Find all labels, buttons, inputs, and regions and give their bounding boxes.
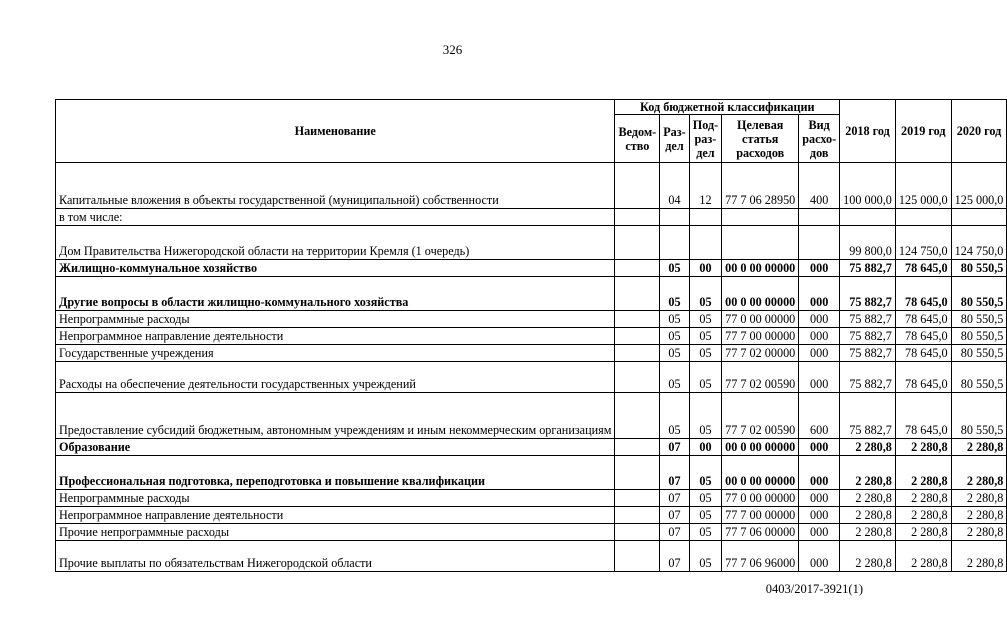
row-expense-type: 000	[799, 507, 840, 524]
row-podrazdel: 00	[689, 260, 721, 277]
row-ved	[615, 456, 660, 490]
row-razdel: 05	[660, 362, 690, 393]
row-expense-type: 400	[799, 163, 840, 209]
row-expense-type: 000	[799, 490, 840, 507]
row-2018: 2 280,8	[840, 456, 896, 490]
row-ved	[615, 163, 660, 209]
row-podrazdel: 05	[689, 277, 721, 311]
row-razdel: 05	[660, 311, 690, 328]
row-2018: 75 882,7	[840, 277, 896, 311]
row-podrazdel: 05	[689, 490, 721, 507]
table-row	[56, 345, 1007, 362]
row-ved	[615, 277, 660, 311]
row-expense-type: 000	[799, 260, 840, 277]
row-target-article: 77 7 06 96000	[722, 541, 799, 572]
row-name: Государственные учреждения	[56, 345, 615, 362]
row-2018: 75 882,7	[840, 328, 896, 345]
row-ved	[615, 524, 660, 541]
row-2020: 124 750,0	[951, 226, 1007, 260]
row-target-article: 77 7 02 00000	[722, 345, 799, 362]
row-2020: 80 550,5	[951, 260, 1007, 277]
table-row	[56, 311, 1007, 328]
row-expense-type: 000	[799, 541, 840, 572]
table-row	[56, 209, 1007, 226]
row-2020: 2 280,8	[951, 439, 1007, 456]
row-ved	[615, 328, 660, 345]
row-target-article: 77 7 00 00000	[722, 507, 799, 524]
table-row	[56, 328, 1007, 345]
table-row	[56, 541, 1007, 572]
row-2019: 125 000,0	[895, 163, 951, 209]
row-2018: 2 280,8	[840, 541, 896, 572]
header-podrazdel: Под-раз-дел	[689, 115, 721, 163]
row-2019: 2 280,8	[895, 456, 951, 490]
row-target-article: 77 7 02 00590	[722, 393, 799, 439]
row-2019: 2 280,8	[895, 541, 951, 572]
header-vedomstvo: Ведом-ство	[615, 115, 660, 163]
row-expense-type: 000	[799, 362, 840, 393]
row-2020: 2 280,8	[951, 524, 1007, 541]
row-2020: 2 280,8	[951, 490, 1007, 507]
row-2020	[951, 209, 1007, 226]
row-name: Прочие выплаты по обязательствам Нижегородской области	[56, 541, 615, 572]
row-expense-type	[799, 209, 840, 226]
row-podrazdel: 05	[689, 362, 721, 393]
table-row	[56, 507, 1007, 524]
row-razdel: 05	[660, 328, 690, 345]
row-2019: 78 645,0	[895, 260, 951, 277]
row-ved	[615, 393, 660, 439]
header-code-group: Код бюджетной классификации	[615, 100, 840, 115]
row-razdel: 07	[660, 524, 690, 541]
row-target-article: 00 0 00 00000	[722, 456, 799, 490]
row-2019: 78 645,0	[895, 362, 951, 393]
row-podrazdel: 05	[689, 328, 721, 345]
row-target-article: 00 0 00 00000	[722, 439, 799, 456]
row-target-article	[722, 209, 799, 226]
row-razdel: 07	[660, 456, 690, 490]
row-target-article: 00 0 00 00000	[722, 260, 799, 277]
row-2020: 80 550,5	[951, 311, 1007, 328]
row-podrazdel	[689, 226, 721, 260]
document-code: 0403/2017-3921(1)	[765, 582, 863, 596]
row-name: Профессиональная подготовка, переподготовка и повышение квалификации	[56, 456, 615, 490]
row-2018: 75 882,7	[840, 393, 896, 439]
row-expense-type: 000	[799, 311, 840, 328]
table-row	[56, 439, 1007, 456]
row-name: в том числе:	[56, 209, 615, 226]
row-razdel: 04	[660, 163, 690, 209]
row-expense-type: 000	[799, 524, 840, 541]
page-number: 326	[442, 42, 463, 57]
row-name: Капитальные вложения в объекты государственной (муниципальной) собственности	[56, 163, 615, 209]
row-ved	[615, 490, 660, 507]
row-name: Предоставление субсидий бюджетным, автономным учреждениям и иным некоммерческим организациям	[56, 393, 615, 439]
row-ved	[615, 345, 660, 362]
row-2020: 80 550,5	[951, 345, 1007, 362]
header-razdel: Раз-дел	[660, 115, 690, 163]
row-2018: 75 882,7	[840, 260, 896, 277]
row-expense-type: 000	[799, 456, 840, 490]
table-row	[56, 226, 1007, 260]
row-2019: 78 645,0	[895, 277, 951, 311]
row-2020: 80 550,5	[951, 393, 1007, 439]
row-2019: 78 645,0	[895, 311, 951, 328]
row-expense-type: 000	[799, 277, 840, 311]
row-2020: 2 280,8	[951, 456, 1007, 490]
table-row	[56, 456, 1007, 490]
row-podrazdel	[689, 209, 721, 226]
row-podrazdel: 05	[689, 524, 721, 541]
table-row	[56, 490, 1007, 507]
header-expense-type: Вид расхо-дов	[799, 115, 840, 163]
header-2018: 2018 год	[840, 100, 896, 163]
row-2020: 2 280,8	[951, 541, 1007, 572]
row-2020: 80 550,5	[951, 277, 1007, 311]
row-razdel: 05	[660, 393, 690, 439]
row-2018: 2 280,8	[840, 439, 896, 456]
row-name: Дом Правительства Нижегородской области на территории Кремля (1 очередь)	[56, 226, 615, 260]
row-ved	[615, 439, 660, 456]
row-2020: 80 550,5	[951, 328, 1007, 345]
row-razdel	[660, 209, 690, 226]
row-target-article: 77 7 02 00590	[722, 362, 799, 393]
table-row	[56, 163, 1007, 209]
row-podrazdel: 05	[689, 456, 721, 490]
row-name: Другие вопросы в области жилищно-коммунального хозяйства	[56, 277, 615, 311]
row-2020: 125 000,0	[951, 163, 1007, 209]
row-razdel: 07	[660, 490, 690, 507]
row-2019: 78 645,0	[895, 393, 951, 439]
row-2018: 2 280,8	[840, 490, 896, 507]
row-razdel: 05	[660, 260, 690, 277]
table-row	[56, 362, 1007, 393]
row-2019: 78 645,0	[895, 328, 951, 345]
header-2019: 2019 год	[895, 100, 951, 163]
row-name: Непрограммные расходы	[56, 311, 615, 328]
row-2019: 2 280,8	[895, 507, 951, 524]
row-name: Прочие непрограммные расходы	[56, 524, 615, 541]
row-2018: 99 800,0	[840, 226, 896, 260]
row-name: Образование	[56, 439, 615, 456]
row-podrazdel: 00	[689, 439, 721, 456]
header-target-article: Целевая статья расходов	[722, 115, 799, 163]
row-name: Непрограммное направление деятельности	[56, 507, 615, 524]
row-razdel: 05	[660, 345, 690, 362]
row-name: Расходы на обеспечение деятельности государственных учреждений	[56, 362, 615, 393]
row-podrazdel: 05	[689, 541, 721, 572]
row-podrazdel: 05	[689, 393, 721, 439]
row-razdel	[660, 226, 690, 260]
table-row	[56, 260, 1007, 277]
row-ved	[615, 507, 660, 524]
row-2018	[840, 209, 896, 226]
header-2020: 2020 год	[951, 100, 1007, 163]
row-2019: 2 280,8	[895, 490, 951, 507]
row-2020: 80 550,5	[951, 362, 1007, 393]
row-target-article: 77 7 06 28950	[722, 163, 799, 209]
row-2018: 75 882,7	[840, 311, 896, 328]
row-razdel: 07	[660, 439, 690, 456]
row-expense-type: 000	[799, 345, 840, 362]
row-target-article	[722, 226, 799, 260]
row-name: Непрограммные расходы	[56, 490, 615, 507]
row-target-article: 77 7 06 00000	[722, 524, 799, 541]
row-ved	[615, 541, 660, 572]
row-expense-type	[799, 226, 840, 260]
row-podrazdel: 05	[689, 311, 721, 328]
budget-table	[55, 99, 1007, 572]
row-2019: 78 645,0	[895, 345, 951, 362]
row-podrazdel: 05	[689, 345, 721, 362]
row-razdel: 07	[660, 541, 690, 572]
row-target-article: 77 0 00 00000	[722, 311, 799, 328]
row-podrazdel: 05	[689, 507, 721, 524]
row-ved	[615, 226, 660, 260]
row-razdel: 07	[660, 507, 690, 524]
row-target-article: 00 0 00 00000	[722, 277, 799, 311]
table-row	[56, 524, 1007, 541]
row-2019: 2 280,8	[895, 439, 951, 456]
header-name: Наименование	[56, 100, 615, 163]
row-expense-type: 000	[799, 328, 840, 345]
row-ved	[615, 260, 660, 277]
row-razdel: 05	[660, 277, 690, 311]
row-name: Непрограммное направление деятельности	[56, 328, 615, 345]
row-ved	[615, 362, 660, 393]
table-row	[56, 393, 1007, 439]
row-ved	[615, 311, 660, 328]
row-2018: 2 280,8	[840, 507, 896, 524]
row-2018: 75 882,7	[840, 345, 896, 362]
row-name: Жилищно-коммунальное хозяйство	[56, 260, 615, 277]
row-target-article: 77 0 00 00000	[722, 490, 799, 507]
row-expense-type: 000	[799, 439, 840, 456]
row-2019	[895, 209, 951, 226]
row-2018: 2 280,8	[840, 524, 896, 541]
row-2018: 75 882,7	[840, 362, 896, 393]
row-2020: 2 280,8	[951, 507, 1007, 524]
table-row	[56, 277, 1007, 311]
row-2019: 2 280,8	[895, 524, 951, 541]
row-2018: 100 000,0	[840, 163, 896, 209]
row-expense-type: 600	[799, 393, 840, 439]
row-2019: 124 750,0	[895, 226, 951, 260]
row-target-article: 77 7 00 00000	[722, 328, 799, 345]
row-ved	[615, 209, 660, 226]
row-podrazdel: 12	[689, 163, 721, 209]
